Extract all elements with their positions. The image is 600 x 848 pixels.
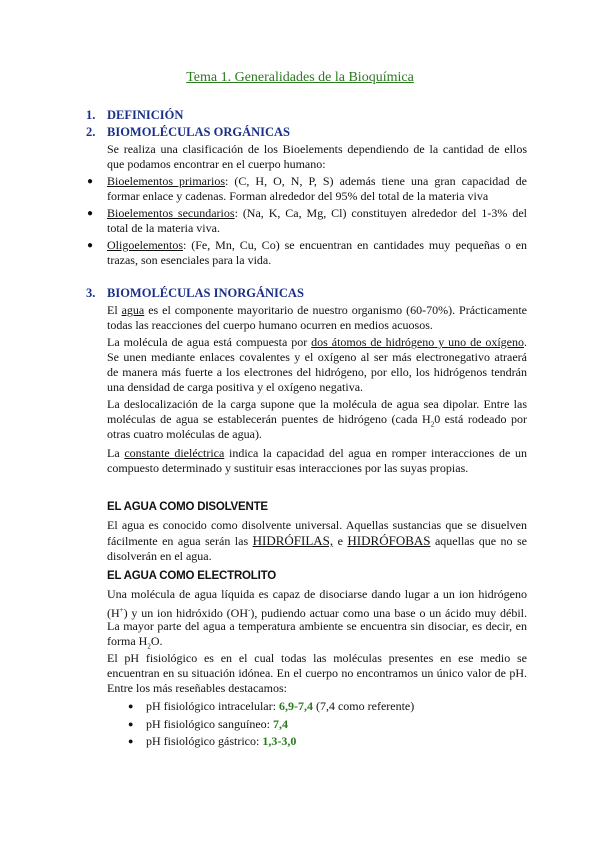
- section-1-number: 1.: [86, 108, 96, 122]
- bullet-line: trazas, son esenciales para la vida.: [107, 253, 272, 267]
- paragraph-line: Se unen mediante enlaces covalentes y el oxígeno al ser más electronegativo atraerá: [107, 350, 527, 364]
- paragraph-line: El pH fisiológico es en el cual todas las moléculas presentes en ese medio se: [107, 651, 527, 665]
- text-span: es el componente mayoritario de nuestro organismo (60-70%). Prácticamente: [144, 303, 528, 317]
- paragraph-line: que podamos encontrar en el cuerpo humano:: [107, 157, 326, 171]
- bullet-line: total de la materia viva.: [107, 221, 220, 235]
- term-atomos: dos átomos de hidrógeno y uno de oxígeno: [311, 335, 524, 349]
- subscript: 2: [147, 642, 151, 651]
- paragraph-line: [107, 335, 527, 350]
- term-agua: agua: [121, 303, 145, 317]
- paragraph-line: Una molécula de agua líquida es capaz de disociarse dando lugar a un ion hidrógeno: [107, 587, 527, 601]
- bullet-line: formar enlace y cadenas. Forman alrededor del 95% del total de la materia viva: [107, 189, 489, 203]
- list-item: [146, 699, 526, 714]
- text-span: El: [107, 303, 122, 317]
- text-span: forma H: [107, 634, 148, 648]
- ph-value: 1,3-3,0: [262, 734, 297, 748]
- paragraph-line: La mayor parte del agua a temperatura ambiente se encuentra sin disociar, es decir, en: [107, 619, 527, 633]
- list-item-label: pH fisiológico sanguíneo:: [146, 717, 273, 731]
- bullet-dot-icon: ●: [128, 719, 134, 729]
- text-span: ) y un ion hidróxido (OH: [123, 606, 248, 620]
- list-item-label: pH fisiológico intracelular:: [146, 699, 279, 713]
- bullet-dot-icon: ●: [87, 176, 94, 187]
- bullet-line: [107, 206, 527, 221]
- ph-value: 6,9-7,4: [278, 699, 313, 713]
- text-span: moléculas de agua se establecerán puentes de hidrógeno (cada H: [107, 412, 431, 426]
- paragraph-line: encuentran en su situación idónea. En el cuerpo no encontramos un único valor de pH.: [107, 666, 527, 680]
- list-item: [146, 734, 526, 749]
- section-1-title: DEFINICIÓN: [107, 108, 184, 122]
- section-3-number: 3.: [86, 286, 96, 300]
- text-span: ), pudiendo actuar como una base o un ácido muy débil.: [250, 606, 527, 620]
- paragraph-line: Entre los más reseñables destacamos:: [107, 681, 287, 695]
- superscript: -: [247, 606, 251, 614]
- paragraph-line: todas las reacciones del cuerpo humano ocurren en medios acuosos.: [107, 318, 433, 332]
- term-constante-dielectrica: constante dieléctrica: [124, 446, 225, 460]
- term-oligoelementos: Oligoelementos: [107, 238, 183, 252]
- text-span: indica la capacidad del agua en romper interacciones de un: [224, 446, 527, 460]
- superscript: +: [119, 606, 124, 614]
- term-hidrofilas: HIDRÓFILAS,: [252, 533, 334, 548]
- paragraph-line: de manera más fuerte a los electrones del hidrógeno, por ello, los hidrógenos tendrán: [107, 365, 527, 379]
- section-3-title: BIOMOLÉCULAS INORGÁNICAS: [107, 286, 304, 300]
- text-span: aquellas que no se: [430, 534, 528, 548]
- bullet-line: [107, 174, 527, 189]
- text-span: La: [107, 446, 125, 460]
- bullet-dot-icon: ●: [128, 701, 134, 711]
- section-title-disolvente: EL AGUA COMO DISOLVENTE: [107, 501, 268, 513]
- section-2-title: BIOMOLÉCULAS ORGÁNICAS: [107, 125, 291, 139]
- text-span: 0 está rodeado por: [434, 412, 527, 426]
- bullet-dot-icon: ●: [128, 736, 134, 746]
- paragraph-line: otras cuatro moléculas de agua).: [107, 427, 262, 441]
- text-span: e: [333, 534, 348, 548]
- term-bioelementos-secundarios: Bioelementos secundarios: [107, 206, 235, 220]
- term-bioelementos-primarios: Bioelementos primarios: [107, 174, 226, 188]
- paragraph-line: El agua es conocido como disolvente universal. Aquellas sustancias que se disuelven: [107, 518, 527, 532]
- paragraph-line: una densidad de carga positiva y el oxígeno negativa.: [107, 380, 364, 394]
- section-title-electrolito: EL AGUA COMO ELECTROLITO: [107, 570, 276, 582]
- paragraph-line: La deslocalización de la carga supone que la molécula de agua sea dipolar. Entre las: [107, 397, 527, 411]
- section-2-number: 2.: [86, 125, 96, 139]
- paragraph-line: disolverán en el agua.: [107, 549, 212, 563]
- list-item-label: pH fisiológico gástrico:: [146, 734, 263, 748]
- page-title: Tema 1. Generalidades de la Bioquímica: [186, 70, 414, 85]
- text-span: La molécula de agua está compuesta por: [107, 335, 312, 349]
- paragraph-line: [107, 446, 527, 461]
- bullet-text: : (Na, K, Ca, Mg, Cl) constituyen alrededor del 1-3% del: [234, 206, 528, 220]
- bullet-text: : (C, H, O, N, P, S) además tiene una gran capacidad de: [225, 174, 527, 188]
- ph-value: 7,4: [272, 717, 288, 731]
- list-item: [146, 717, 526, 732]
- list-item-note: (7,4 como referente): [312, 699, 415, 713]
- bullet-text: : (Fe, Mn, Cu, Co) se encuentran en cantidades muy pequeñas o en: [182, 238, 527, 252]
- term-hidrofobas: HIDRÓFOBAS: [347, 533, 431, 548]
- bullet-line: [107, 238, 527, 253]
- paragraph-line: Se realiza una clasificación de los Bioelements dependiendo de la cantidad de ellos: [107, 142, 527, 156]
- text-span: (H: [107, 606, 120, 620]
- text-span: O.: [150, 634, 163, 648]
- text-span: fácilmente en agua serán las: [107, 534, 253, 548]
- paragraph-line: [107, 303, 527, 318]
- paragraph-line: [107, 533, 527, 549]
- text-span: .: [524, 335, 527, 349]
- bullet-dot-icon: ●: [87, 240, 94, 251]
- paragraph-line: compuesto determinado y sustituir esas interacciones por las suyas propias.: [107, 461, 469, 475]
- subscript: 2: [430, 420, 435, 429]
- bullet-dot-icon: ●: [87, 208, 94, 219]
